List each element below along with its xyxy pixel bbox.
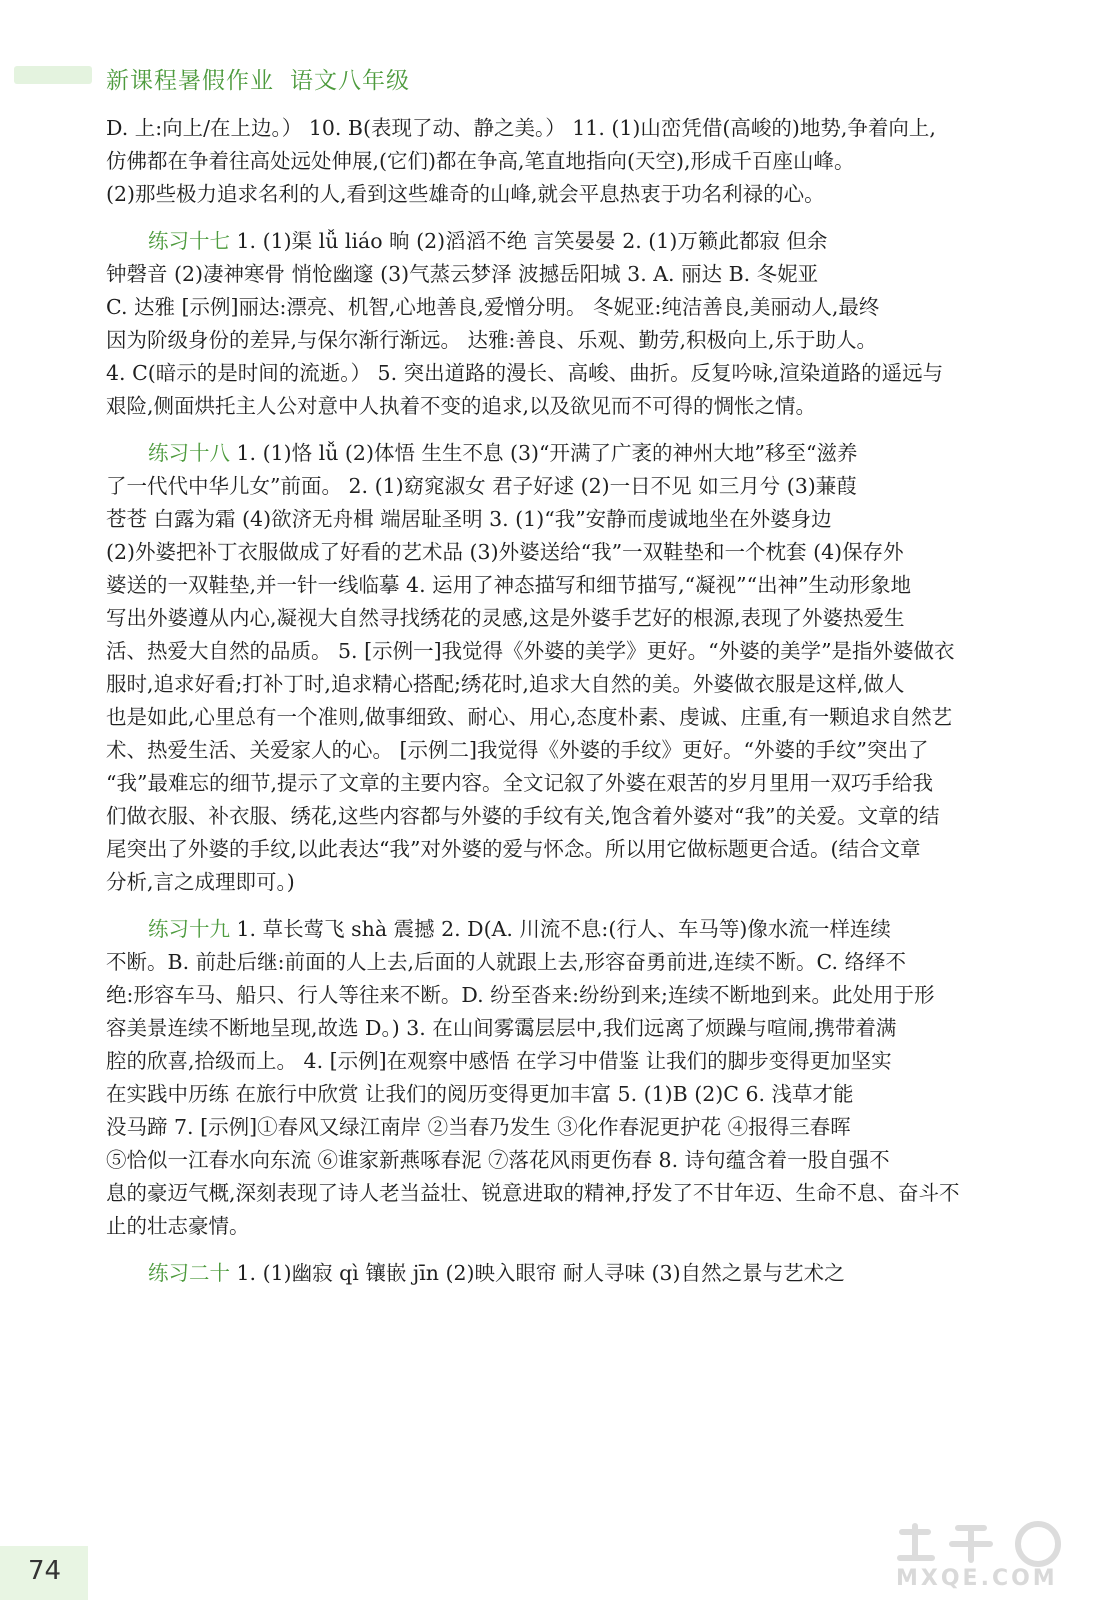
line-text: 术、热爱生活、关爱家人的心。 [示例二]我觉得《外婆的手纹》更好。“外婆的手纹”突出了 [106,738,929,762]
text-line [106,178,1046,211]
text-line [106,1257,1046,1290]
line-text: 没马蹄 7. [示例]①春风又绿江南岸 ②当春乃发生 ③化作春泥更护花 ④报得三春晖 [106,1115,851,1139]
line-text: 容美景连续不断地呈现,故选 D。) 3. 在山间雾霭层层中,我们远离了烦躁与喧闹,携带着满 [106,1016,897,1040]
text-line [106,1012,1046,1045]
text-line [106,946,1046,979]
text-line [106,866,1046,899]
text-line [106,225,1046,258]
line-text: C. 达雅 [示例]丽达:漂亮、机智,心地善良,爱憎分明。 冬妮亚:纯洁善良,美丽动人,最终 [106,295,880,319]
line-text: 婆送的一双鞋垫,并一针一线临摹 4. 运用了神态描写和细节描写,“凝视”“出神”生动形象地 [106,573,912,597]
text-line [106,503,1046,536]
line-text: 在实践中历练 在旅行中欣赏 让我们的阅历变得更加丰富 5. (1)B (2)C 6. 浅草才能 [106,1082,854,1106]
text-line [106,668,1046,701]
line-text: 绝:形容车马、船只、行人等往来不断。D. 纷至沓来:纷纷到来;连续不断地到来。此处用于形 [106,983,935,1007]
line-text: (2)外婆把补丁衣服做成了好看的艺术品 (3)外婆送给“我”一双鞋垫和一个枕套 (4)保存外 [106,540,904,564]
line-text: 息的豪迈气概,深刻表现了诗人老当益壮、锐意进取的精神,抒发了不甘年迈、生命不息、奋斗不 [106,1181,960,1205]
text-line [106,258,1046,291]
line-text: 1. (1)渠 lǚ liáo 晌 (2)滔滔不绝 言笑晏晏 2. (1)万籁此都寂 但余 [230,229,828,253]
exercise-heading: 练习二十 [148,1261,230,1285]
text-line [106,1144,1046,1177]
line-text: 1. (1)恪 lǚ (2)体悟 生生不息 (3)“开满了广袤的神州大地”移至“滋养 [230,441,858,465]
exercise-heading: 练习十九 [148,917,230,941]
line-text: 也是如此,心里总有一个准则,做事细致、耐心、用心,态度朴素、虔诚、庄重,有一颗追求自然艺 [106,705,953,729]
text-line [106,536,1046,569]
line-text: 尾突出了外婆的手纹,以此表达“我”对外婆的爱与怀念。所以用它做标题更合适。(结合文章 [106,837,921,861]
text-line [106,291,1046,324]
text-line [106,324,1046,357]
text-line [106,437,1046,470]
text-line [106,357,1046,390]
line-text: 不断。B. 前赴后继:前面的人上去,后面的人就跟上去,形容奋勇前进,连续不断。C. 络绎不 [106,950,907,974]
page-number: 74 [28,1556,62,1586]
answer-content [106,112,1046,1290]
text-line [106,1210,1046,1243]
line-text: 止的壮志豪情。 [106,1214,250,1238]
line-text: 1. (1)幽寂 qì 镶嵌 jīn (2)映入眼帘 耐人寻味 (3)自然之景与艺术之 [230,1261,845,1285]
line-text: 腔的欣喜,拾级而上。 4. [示例]在观察中感悟 在学习中借鉴 让我们的脚步变得更加坚实 [106,1049,892,1073]
text-line [106,470,1046,503]
line-text: D. 上:向上/在上边。） 10. B(表现了动、静之美。） 11. (1)山峦凭借(高峻的)地势,争着向上, [106,116,936,140]
watermark-url: MXQE.COM [896,1566,1058,1591]
text-line [106,1045,1046,1078]
text-line [106,602,1046,635]
text-line [106,145,1046,178]
text-line [106,800,1046,833]
line-text: ⑤恰似一江春水向东流 ⑥谁家新燕啄春泥 ⑦落花风雨更伤春 8. 诗句蕴含着一股自强不 [106,1148,890,1172]
book-title: 新课程暑假作业 [106,68,274,94]
line-text: 们做衣服、补衣服、绣花,这些内容都与外婆的手纹有关,饱含着外婆对“我”的关爱。文章的结 [106,804,940,828]
text-line [106,913,1046,946]
text-line [106,767,1046,800]
subject-grade: 语文八年级 [290,68,410,94]
text-line [106,833,1046,866]
line-text: 写出外婆遵从内心,凝视大自然寻找绣花的灵感,这是外婆手艺好的根源,表现了外婆热爱生 [106,606,905,630]
text-line [106,569,1046,602]
line-text: 仿佛都在争着往高处远处伸展,(它们)都在争高,笔直地指向(天空),形成千百座山峰。 [106,149,855,173]
exercise-heading: 练习十七 [148,229,230,253]
line-text: 钟磬音 (2)凄神寒骨 悄怆幽邃 (3)气蒸云梦泽 波撼岳阳城 3. A. 丽达 B. 冬妮亚 [106,262,819,286]
line-text: 艰险,侧面烘托主人公对意中人执着不变的追求,以及欲见而不可得的惆怅之情。 [106,394,817,418]
header-decoration-bar [14,66,92,84]
line-text: 4. C(暗示的是时间的流逝。） 5. 突出道路的漫长、高峻、曲折。反复吟咏,渲染道路的遥远与 [106,361,944,385]
page-header [0,0,1104,110]
text-line [106,701,1046,734]
text-line [106,1111,1046,1144]
text-line [106,390,1046,423]
text-line [106,1177,1046,1210]
line-text: (2)那些极力追求名利的人,看到这些雄奇的山峰,就会平息热衷于功名利禄的心。 [106,182,825,206]
text-line [106,635,1046,668]
line-text: 服时,追求好看;打补丁时,追求精心搭配;绣花时,追求大自然的美。外婆做衣服是这样,做人 [106,672,905,696]
line-text: 分析,言之成理即可。) [106,870,295,894]
exercise-heading: 练习十八 [148,441,230,465]
text-line [106,979,1046,1012]
text-line [106,734,1046,767]
text-line [106,112,1046,145]
line-text: 活、热爱大自然的品质。 5. [示例一]我觉得《外婆的美学》更好。“外婆的美学”是指外婆做衣 [106,639,955,663]
line-text: 苍苍 白露为霜 (4)欲济无舟楫 端居耻圣明 3. (1)“我”安静而虔诚地坐在外婆身边 [106,507,832,531]
line-text: 因为阶级身份的差异,与保尔渐行渐远。 达雅:善良、乐观、勤劳,积极向上,乐于助人。 [106,328,877,352]
text-line [106,1078,1046,1111]
line-text: “我”最难忘的细节,提示了文章的主要内容。全文记叙了外婆在艰苦的岁月里用一双巧手给我 [106,771,933,795]
line-text: 1. 草长莺飞 shà 震撼 2. D(A. 川流不息:(行人、车马等)像水流一样连续 [230,917,891,941]
line-text: 了一代代中华儿女”前面。 2. (1)窈窕淑女 君子好逑 (2)一日不见 如三月兮 (3)蒹葭 [106,474,857,498]
